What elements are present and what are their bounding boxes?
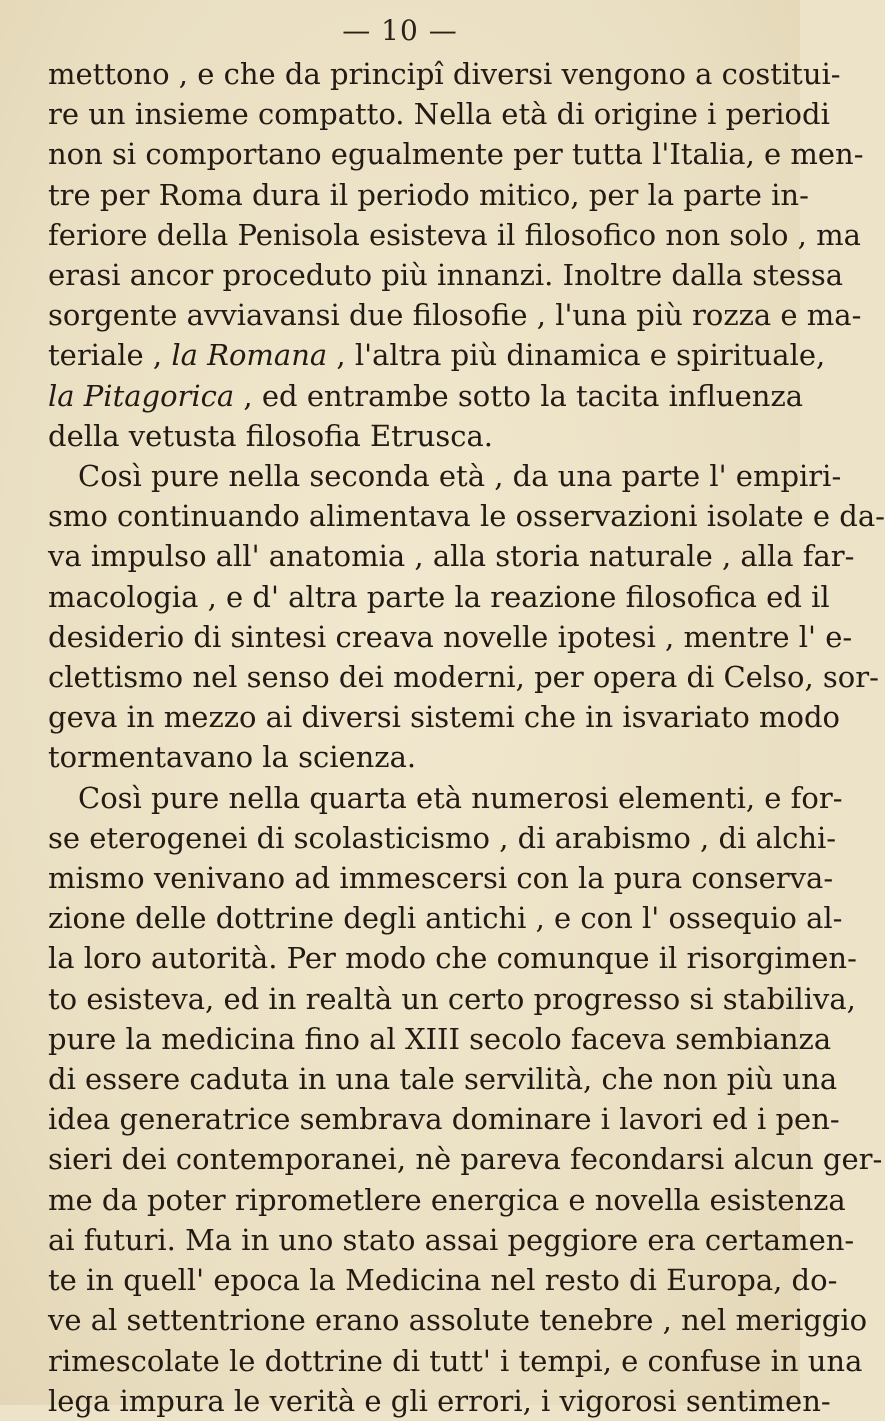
text-line [48, 858, 834, 898]
text-run: erasi ancor proceduto più innanzi. Inoltre dalla stessa [48, 258, 844, 293]
page-number: — 10 — [342, 14, 458, 47]
text-run: clettismo nel senso dei moderni, per opera di Celso, sor- [48, 660, 879, 695]
text-run: Così pure nella seconda età , da una parte l' empiri- [78, 459, 842, 494]
text-run: idea generatrice sembrava dominare i lavori ed i pen- [48, 1102, 840, 1137]
text-line [48, 1381, 831, 1421]
paragraph [48, 54, 864, 456]
text-run: me da poter riprometlere energica e novella esistenza [48, 1182, 846, 1217]
text-line [48, 255, 844, 295]
text-line [48, 1180, 846, 1220]
text-line [48, 456, 842, 496]
italic-text: la Pitagorica [48, 378, 235, 413]
text-run: , l'altra più dinamica e spirituale, [327, 338, 826, 373]
text-run: di essere caduta in una tale servilità, che non più una [48, 1062, 838, 1097]
text-line [48, 617, 853, 657]
text-run: teriale , [48, 338, 172, 373]
text-line [48, 1019, 832, 1059]
text-run: mismo venivano ad immescersi con la pura conserva- [48, 861, 834, 896]
text-run: geva in mezzo ai diversi sistemi che in isvariato modo [48, 700, 840, 735]
text-line [48, 898, 843, 938]
text-line [48, 376, 804, 416]
text-line [48, 1300, 868, 1340]
text-line [48, 1099, 840, 1139]
text-line [48, 295, 862, 335]
text-run: sieri dei contemporanei, nè pareva fecondarsi alcun ger- [48, 1142, 883, 1177]
text-run: la loro autorità. Per modo che comunque il risorgimen- [48, 941, 857, 976]
text-run: zione delle dottrine degli antichi , e con l' ossequio al- [48, 901, 843, 936]
text-line [48, 175, 809, 215]
text-run: smo continuando alimentava le osservazioni isolate e da- [48, 499, 885, 534]
text-line [48, 697, 840, 737]
text-run: pure la medicina fino al XIII secolo faceva sembianza [48, 1021, 832, 1056]
text-run: della vetusta filosofia Etrusca. [48, 418, 493, 453]
text-run: te in quell' epoca la Medicina nel resto di Europa, do- [48, 1263, 838, 1298]
text-line [48, 496, 885, 536]
text-run: Così pure nella quarta età numerosi elementi, e for- [78, 780, 843, 815]
text-line [48, 1059, 838, 1099]
body-text [48, 54, 885, 1421]
text-line [48, 54, 841, 94]
text-run: to esisteva, ed in realtà un certo progresso si stabiliva, [48, 981, 856, 1016]
text-line [48, 657, 879, 697]
text-run: re un insieme compatto. Nella età di origine i periodi [48, 97, 830, 132]
text-line [48, 94, 830, 134]
text-line [48, 134, 864, 174]
text-run: macologia , e d' altra parte la reazione filosofica ed il [48, 579, 830, 614]
text-run: desiderio di sintesi creava novelle ipotesi , mentre l' e- [48, 619, 853, 654]
text-run: rimescolate le dottrine di tutt' i tempi, e confuse in una [48, 1343, 863, 1378]
text-run: sorgente avviavansi due filosofie , l'una più rozza e ma- [48, 298, 862, 333]
text-run: tre per Roma dura il periodo mitico, per la parte in- [48, 177, 809, 212]
text-run: feriore della Penisola esisteva il filosofico non solo , ma [48, 217, 861, 252]
text-line [48, 577, 830, 617]
paragraph [48, 456, 885, 778]
text-run: va impulso all' anatomia , alla storia naturale , alla far- [48, 539, 855, 574]
text-run: mettono , e che da principî diversi vengono a costitui- [48, 57, 841, 91]
text-line [48, 536, 855, 576]
text-run: tormentavano la scienza. [48, 740, 417, 775]
text-line [48, 215, 861, 255]
text-line [48, 1220, 855, 1260]
text-line [48, 1139, 883, 1179]
text-line [48, 938, 857, 978]
text-run: lega impura le verità e gli errori, i vigorosi sentimen- [48, 1383, 831, 1418]
text-run: se eterogenei di scolasticismo , di arabismo , di alchi- [48, 820, 837, 855]
text-line [48, 335, 826, 375]
text-line [48, 416, 778, 456]
text-line [48, 1341, 863, 1381]
text-line [48, 737, 778, 777]
text-line [48, 778, 843, 818]
italic-text: la Romana [171, 338, 328, 373]
paragraph [48, 778, 883, 1421]
text-line [48, 979, 856, 1019]
text-line [48, 818, 837, 858]
text-run: , ed entrambe sotto la tacita influenza [234, 378, 804, 413]
text-run: ve al settentrione erano assolute tenebre , nel meriggio [48, 1303, 868, 1338]
text-run: ai futuri. Ma in uno stato assai peggiore era certamen- [48, 1222, 855, 1257]
text-line [48, 1260, 838, 1300]
text-run: non si comportano egualmente per tutta l'Italia, e men- [48, 137, 864, 172]
